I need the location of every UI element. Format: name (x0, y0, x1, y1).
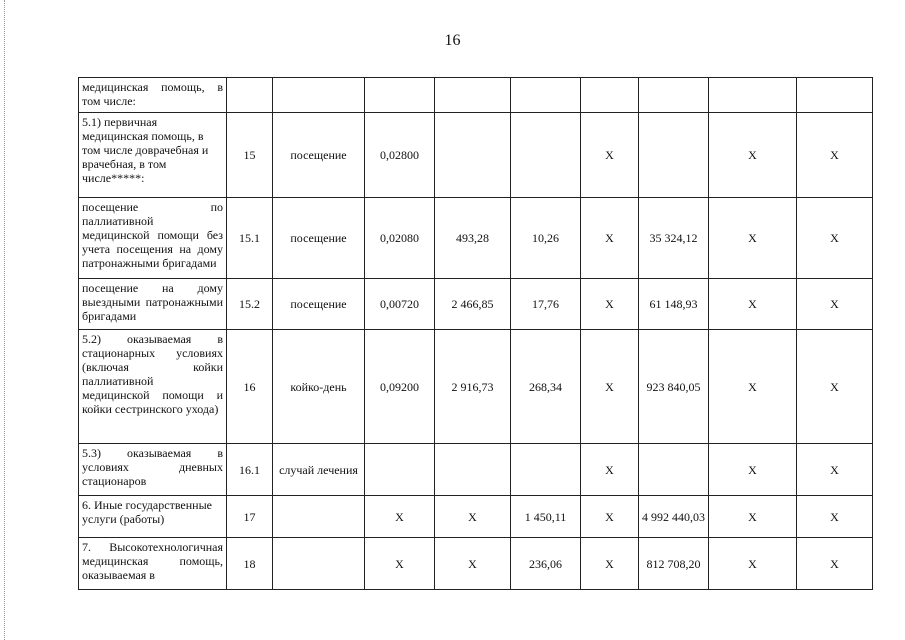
page-number: 16 (444, 32, 461, 49)
total-cell: 61 148,93 (639, 279, 709, 330)
unit-cell (273, 78, 365, 113)
volume-cell: 0,02800 (365, 113, 435, 198)
cost-cell (435, 78, 511, 113)
per-capita-cell: 268,34 (511, 330, 581, 444)
total-2-cell: Х (709, 496, 797, 538)
per-capita-cell: 10,26 (511, 198, 581, 279)
per-capita-cell (511, 444, 581, 496)
cost-cell: Х (435, 496, 511, 538)
total-cell (639, 444, 709, 496)
row-name: посещение по паллиативной медицинской помощи без учета посещения на дому патронажными бригадами (79, 198, 227, 279)
scan-left-border (4, 0, 5, 640)
per-capita-cell: 236,06 (511, 538, 581, 590)
row-code-cell (227, 78, 273, 113)
total-2-cell: Х (709, 538, 797, 590)
per-capita-2-cell: Х (581, 279, 639, 330)
unit-cell (273, 538, 365, 590)
cost-cell: Х (435, 538, 511, 590)
table-row (79, 78, 873, 113)
row-code-cell: 18 (227, 538, 273, 590)
unit-cell (273, 496, 365, 538)
table-row (79, 198, 873, 279)
row-code-cell: 16 (227, 330, 273, 444)
row-code-cell: 16.1 (227, 444, 273, 496)
total-2-cell: Х (709, 330, 797, 444)
unit-cell: случай лечения (273, 444, 365, 496)
row-name: 5.3) оказываемая в условиях дневных стационаров (79, 444, 227, 496)
volume-cell: 0,02080 (365, 198, 435, 279)
row-name: посещение на дому выездными патронажными бригадами (79, 279, 227, 330)
table-row (79, 444, 873, 496)
per-capita-2-cell (581, 78, 639, 113)
total-2-cell: Х (709, 198, 797, 279)
per-capita-cell: 17,76 (511, 279, 581, 330)
share-cell: Х (797, 198, 873, 279)
share-cell: Х (797, 496, 873, 538)
per-capita-2-cell: Х (581, 538, 639, 590)
total-2-cell: Х (709, 113, 797, 198)
total-cell: 923 840,05 (639, 330, 709, 444)
total-cell: 4 992 440,03 (639, 496, 709, 538)
total-cell: 812 708,20 (639, 538, 709, 590)
cost-cell (435, 113, 511, 198)
table-row (79, 113, 873, 198)
per-capita-cell (511, 78, 581, 113)
total-2-cell: Х (709, 444, 797, 496)
unit-cell: посещение (273, 113, 365, 198)
unit-cell: посещение (273, 279, 365, 330)
per-capita-2-cell: Х (581, 496, 639, 538)
share-cell (797, 78, 873, 113)
share-cell: Х (797, 538, 873, 590)
share-cell: Х (797, 113, 873, 198)
total-2-cell (709, 78, 797, 113)
per-capita-2-cell: Х (581, 198, 639, 279)
cost-cell: 2 916,73 (435, 330, 511, 444)
cost-cell (435, 444, 511, 496)
cost-cell: 493,28 (435, 198, 511, 279)
unit-cell: посещение (273, 198, 365, 279)
cost-cell: 2 466,85 (435, 279, 511, 330)
volume-cell (365, 78, 435, 113)
row-name: медицинская помощь, в том числе: (79, 78, 227, 113)
row-name: 6. Иные государственные услуги (работы) (79, 496, 227, 538)
volume-cell: Х (365, 496, 435, 538)
row-code-cell: 15 (227, 113, 273, 198)
total-cell (639, 78, 709, 113)
total-2-cell: Х (709, 279, 797, 330)
share-cell: Х (797, 279, 873, 330)
volume-cell: Х (365, 538, 435, 590)
row-name: 7. Высокотехнологичная медицинская помощь, оказываемая в (79, 538, 227, 590)
unit-cell: койко-день (273, 330, 365, 444)
table-row (79, 330, 873, 444)
per-capita-2-cell: Х (581, 330, 639, 444)
volume-cell: 0,09200 (365, 330, 435, 444)
share-cell: Х (797, 330, 873, 444)
table-row (79, 279, 873, 330)
row-code-cell: 17 (227, 496, 273, 538)
per-capita-2-cell: Х (581, 444, 639, 496)
share-cell: Х (797, 444, 873, 496)
per-capita-cell (511, 113, 581, 198)
per-capita-2-cell: Х (581, 113, 639, 198)
total-cell: 35 324,12 (639, 198, 709, 279)
per-capita-cell: 1 450,11 (511, 496, 581, 538)
data-table (78, 77, 873, 590)
row-code-cell: 15.1 (227, 198, 273, 279)
volume-cell: 0,00720 (365, 279, 435, 330)
row-name: 5.2) оказываемая в стационарных условиях (включая койки паллиативной медицинской помощи и койки сестринского ухода) (79, 330, 227, 444)
table-row (79, 538, 873, 590)
row-code-cell: 15.2 (227, 279, 273, 330)
volume-cell (365, 444, 435, 496)
total-cell (639, 113, 709, 198)
row-name: 5.1) первичная медицинская помощь, в том числе доврачебная и врачебная, в том числе*****: (79, 113, 227, 198)
table-row (79, 496, 873, 538)
